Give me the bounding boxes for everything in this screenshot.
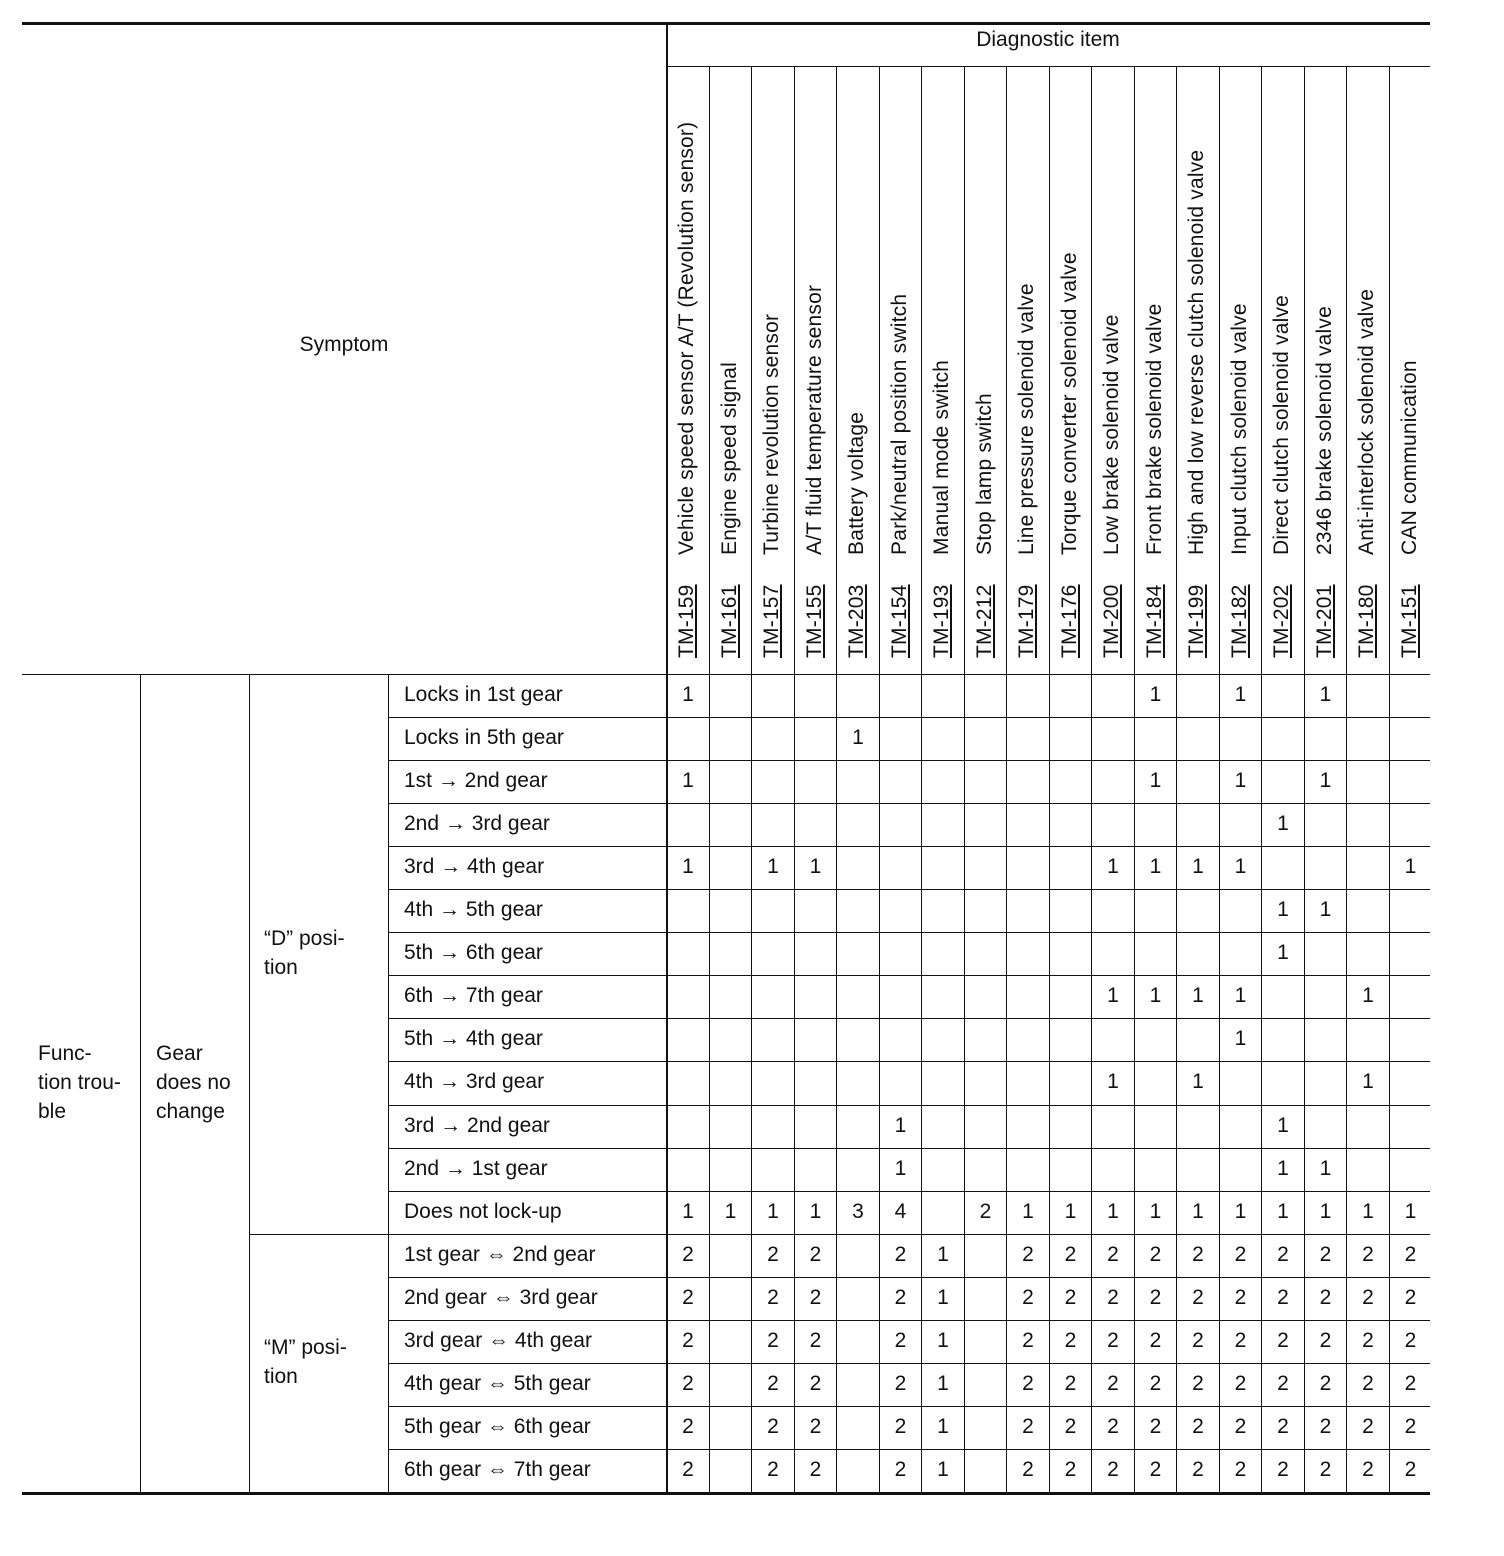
row-divider-rule bbox=[388, 717, 1430, 718]
row-divider-rule bbox=[388, 889, 1430, 890]
symptom-row-label: 3rd → 2nd gear bbox=[404, 1113, 550, 1137]
column-reference-link[interactable]: TM-184 bbox=[1142, 584, 1166, 658]
position-group-label: “D” posi- tion bbox=[264, 926, 345, 979]
row-divider-rule bbox=[388, 1277, 1430, 1278]
priority-value: 2 bbox=[682, 1328, 694, 1352]
priority-value: 2 bbox=[1064, 1414, 1077, 1438]
column-header-name: Low brake solenoid valve bbox=[1100, 314, 1123, 555]
column-header-name: Battery voltage bbox=[845, 411, 868, 555]
priority-value: 2 bbox=[894, 1457, 907, 1481]
priority-value: 1 bbox=[1277, 1199, 1289, 1223]
priority-value: 1 bbox=[724, 1199, 737, 1223]
priority-value: 2 bbox=[767, 1414, 779, 1438]
priority-value: 2 bbox=[1149, 1285, 1162, 1309]
priority-value: 2 bbox=[894, 1414, 907, 1438]
position-divider-line bbox=[388, 674, 389, 1492]
priority-value: 2 bbox=[1362, 1242, 1374, 1266]
row-divider-rule bbox=[388, 846, 1430, 847]
priority-value: 1 bbox=[1149, 1199, 1162, 1223]
category-gear-does-not-change: Gear does no change bbox=[156, 1041, 231, 1123]
priority-value: 1 bbox=[1319, 1199, 1332, 1223]
column-reference-link[interactable]: TM-159 bbox=[675, 584, 698, 658]
column-header-name: Engine speed signal bbox=[717, 362, 741, 555]
priority-value: 1 bbox=[682, 683, 694, 706]
priority-value: 1 bbox=[1149, 984, 1162, 1008]
priority-value: 2 bbox=[1234, 1457, 1247, 1481]
priority-value: 2 bbox=[1149, 1242, 1162, 1266]
column-divider-line bbox=[794, 66, 795, 1492]
priority-value: 1 bbox=[1277, 812, 1289, 836]
priority-value: 2 bbox=[1107, 1285, 1119, 1309]
column-reference-link[interactable]: TM-151 bbox=[1397, 584, 1421, 658]
priority-value: 2 bbox=[1064, 1285, 1077, 1309]
column-divider-line bbox=[1389, 66, 1390, 1492]
column-reference-link[interactable]: TM-157 bbox=[760, 584, 783, 658]
symptom-row-label: 5th → 4th gear bbox=[404, 1027, 543, 1051]
priority-value: 1 bbox=[1277, 898, 1289, 922]
priority-value: 2 bbox=[1277, 1242, 1289, 1266]
priority-value: 1 bbox=[1022, 1199, 1034, 1223]
category-divider-line bbox=[140, 674, 141, 1492]
row-divider-rule bbox=[388, 1061, 1430, 1062]
priority-value: 2 bbox=[1404, 1414, 1417, 1438]
column-divider-line bbox=[1006, 66, 1007, 1492]
priority-value: 1 bbox=[1234, 855, 1247, 879]
priority-value: 2 bbox=[1022, 1371, 1034, 1395]
priority-value: 1 bbox=[1234, 769, 1247, 793]
priority-value: 1 bbox=[1404, 1199, 1417, 1223]
priority-value: 1 bbox=[1192, 984, 1204, 1008]
priority-value: 2 bbox=[682, 1457, 694, 1481]
column-header-name: Input clutch solenoid valve bbox=[1227, 303, 1251, 555]
column-header-name: CAN communication bbox=[1397, 360, 1421, 555]
priority-value: 2 bbox=[1404, 1371, 1417, 1395]
priority-value: 4 bbox=[894, 1199, 907, 1223]
priority-value: 1 bbox=[1362, 1070, 1374, 1094]
symptom-row-label: 3rd gear ⇔ 4th gear bbox=[404, 1328, 592, 1352]
priority-value: 2 bbox=[1404, 1457, 1417, 1481]
priority-value: 2 bbox=[1234, 1414, 1247, 1438]
row-divider-rule bbox=[388, 1018, 1430, 1019]
row-divider-rule bbox=[388, 932, 1430, 933]
priority-value: 2 bbox=[1277, 1414, 1289, 1438]
priority-value: 2 bbox=[809, 1414, 822, 1438]
priority-value: 2 bbox=[1149, 1371, 1162, 1395]
priority-value: 2 bbox=[1192, 1371, 1204, 1395]
row-divider-rule bbox=[388, 1449, 1430, 1450]
priority-value: 2 bbox=[1277, 1457, 1289, 1481]
priority-value: 2 bbox=[767, 1328, 779, 1352]
priority-value: 2 bbox=[1149, 1457, 1162, 1481]
column-header-name: High and low reverse clutch solenoid valve bbox=[1185, 149, 1208, 555]
priority-value: 2 bbox=[1234, 1285, 1247, 1309]
row-divider-rule bbox=[388, 1406, 1430, 1407]
row-divider-rule bbox=[388, 760, 1430, 761]
priority-value: 1 bbox=[894, 1113, 907, 1137]
priority-value: 1 bbox=[894, 1156, 907, 1180]
symptom-row-label: Locks in 1st gear bbox=[404, 683, 563, 706]
priority-value: 2 bbox=[1362, 1414, 1374, 1438]
priority-value: 1 bbox=[937, 1457, 949, 1481]
priority-value: 2 bbox=[809, 1457, 822, 1481]
column-header-name: Direct clutch solenoid valve bbox=[1270, 294, 1293, 555]
column-reference-link[interactable]: TM-193 bbox=[930, 584, 953, 658]
column-divider-line bbox=[921, 66, 922, 1492]
priority-value: 2 bbox=[767, 1371, 779, 1395]
priority-value: 2 bbox=[1107, 1371, 1119, 1395]
priority-value: 1 bbox=[1234, 683, 1247, 706]
priority-value: 1 bbox=[809, 855, 822, 879]
row-divider-rule bbox=[388, 803, 1430, 804]
symptom-row-label: 2nd → 3rd gear bbox=[404, 812, 550, 836]
priority-value: 1 bbox=[937, 1328, 949, 1352]
row-divider-rule bbox=[388, 1105, 1430, 1106]
priority-value: 1 bbox=[767, 855, 779, 879]
priority-value: 1 bbox=[1234, 1027, 1247, 1051]
priority-value: 2 bbox=[809, 1328, 822, 1352]
column-reference-link[interactable]: TM-202 bbox=[1270, 584, 1293, 658]
symptom-row-label: 2nd → 1st gear bbox=[404, 1156, 548, 1180]
column-divider-line bbox=[964, 66, 965, 1492]
row-divider-rule bbox=[388, 1320, 1430, 1321]
priority-value: 1 bbox=[1064, 1199, 1077, 1223]
category-function-trouble: Func- tion trou- ble bbox=[38, 1041, 121, 1123]
column-divider-line bbox=[1049, 66, 1050, 1492]
priority-value: 1 bbox=[1192, 855, 1204, 879]
priority-value: 1 bbox=[1362, 984, 1374, 1008]
priority-value: 2 bbox=[1362, 1457, 1374, 1481]
column-header-name: 2346 brake solenoid valve bbox=[1312, 305, 1336, 555]
priority-value: 2 bbox=[894, 1328, 907, 1352]
priority-value: 2 bbox=[1277, 1285, 1289, 1309]
priority-value: 2 bbox=[894, 1242, 907, 1266]
row-divider-rule bbox=[388, 975, 1430, 976]
diagnostic-item-label: Diagnostic item bbox=[976, 28, 1120, 51]
column-reference-link[interactable]: TM-199 bbox=[1185, 584, 1208, 658]
priority-value: 1 bbox=[1107, 855, 1119, 879]
priority-value: 2 bbox=[1319, 1328, 1332, 1352]
priority-value: 1 bbox=[1192, 1070, 1204, 1094]
symptom-row-label: 5th gear ⇔ 6th gear bbox=[404, 1414, 591, 1438]
priority-value: 2 bbox=[894, 1371, 907, 1395]
priority-value: 1 bbox=[1319, 683, 1332, 706]
column-reference-link[interactable]: TM-176 bbox=[1057, 584, 1081, 658]
priority-value: 2 bbox=[1064, 1371, 1077, 1395]
symptom-row-label: 3rd → 4th gear bbox=[404, 855, 545, 879]
priority-value: 2 bbox=[1319, 1457, 1332, 1481]
priority-value: 2 bbox=[1404, 1242, 1417, 1266]
priority-value: 1 bbox=[767, 1199, 779, 1223]
priority-value: 1 bbox=[937, 1414, 949, 1438]
symptom-row-label: Locks in 5th gear bbox=[404, 726, 564, 750]
priority-value: 1 bbox=[1234, 984, 1247, 1008]
priority-value: 1 bbox=[937, 1242, 949, 1266]
symptom-row-label: 6th → 7th gear bbox=[404, 984, 543, 1008]
priority-value: 2 bbox=[809, 1371, 822, 1395]
symptom-row-label: Does not lock-up bbox=[404, 1199, 562, 1223]
priority-value: 1 bbox=[682, 769, 694, 793]
symptom-row-label: 5th → 6th gear bbox=[404, 941, 543, 965]
priority-value: 2 bbox=[1064, 1242, 1077, 1266]
column-divider-line bbox=[879, 66, 880, 1492]
priority-value: 2 bbox=[682, 1371, 694, 1395]
symptom-row-label: 6th gear ⇔ 7th gear bbox=[404, 1457, 591, 1481]
symptom-row-label: 4th → 3rd gear bbox=[404, 1070, 545, 1094]
priority-value: 1 bbox=[937, 1285, 949, 1309]
priority-value: 1 bbox=[1277, 1113, 1289, 1137]
column-reference-link[interactable]: TM-212 bbox=[972, 584, 996, 658]
column-reference-link[interactable]: TM-180 bbox=[1355, 584, 1378, 658]
column-header-name: Stop lamp switch bbox=[972, 393, 996, 555]
column-header-name: Turbine revolution sensor bbox=[760, 313, 783, 555]
priority-value: 2 bbox=[1362, 1285, 1374, 1309]
table-top-rule bbox=[22, 22, 1430, 25]
priority-value: 2 bbox=[1107, 1242, 1119, 1266]
category-divider-line bbox=[249, 674, 250, 1492]
priority-value: 1 bbox=[1149, 855, 1162, 879]
priority-value: 2 bbox=[1362, 1371, 1374, 1395]
priority-value: 1 bbox=[1107, 984, 1119, 1008]
column-reference-link[interactable]: TM-200 bbox=[1100, 584, 1123, 658]
priority-value: 1 bbox=[1319, 769, 1332, 793]
priority-value: 2 bbox=[1319, 1285, 1332, 1309]
priority-value: 2 bbox=[767, 1242, 779, 1266]
priority-value: 2 bbox=[682, 1414, 694, 1438]
column-reference-link[interactable]: TM-154 bbox=[887, 584, 911, 658]
priority-value: 2 bbox=[1404, 1328, 1417, 1352]
symptom-label: Symptom bbox=[299, 333, 389, 356]
row-divider-rule bbox=[388, 1148, 1430, 1149]
priority-value: 1 bbox=[1404, 855, 1417, 879]
priority-value: 2 bbox=[894, 1285, 907, 1309]
priority-value: 1 bbox=[809, 1199, 822, 1223]
priority-value: 1 bbox=[1192, 1199, 1204, 1223]
column-divider-line bbox=[836, 66, 837, 1492]
priority-value: 2 bbox=[1107, 1457, 1119, 1481]
column-header-name: Anti-interlock solenoid valve bbox=[1355, 288, 1378, 555]
priority-value: 2 bbox=[767, 1457, 779, 1481]
priority-value: 2 bbox=[682, 1242, 694, 1266]
symptom-row-label: 1st → 2nd gear bbox=[404, 769, 548, 793]
priority-value: 1 bbox=[1234, 1199, 1247, 1223]
symptom-row-label: 1st gear ⇔ 2nd gear bbox=[404, 1242, 596, 1266]
priority-value: 2 bbox=[1192, 1457, 1204, 1481]
priority-value: 2 bbox=[1022, 1328, 1034, 1352]
priority-value: 2 bbox=[1234, 1371, 1247, 1395]
column-header-name: Manual mode switch bbox=[930, 359, 953, 555]
column-divider-line bbox=[751, 66, 752, 1492]
symptom-row-label: 4th → 5th gear bbox=[404, 898, 543, 922]
priority-value: 1 bbox=[682, 855, 694, 879]
priority-value: 2 bbox=[1149, 1414, 1162, 1438]
priority-value: 2 bbox=[1192, 1414, 1204, 1438]
priority-value: 2 bbox=[1362, 1328, 1374, 1352]
priority-value: 1 bbox=[1362, 1199, 1374, 1223]
symptom-row-label: 4th gear ⇔ 5th gear bbox=[404, 1371, 591, 1395]
priority-value: 1 bbox=[1149, 769, 1162, 793]
priority-value: 3 bbox=[852, 1199, 864, 1223]
column-reference-link[interactable]: TM-161 bbox=[717, 584, 741, 658]
column-header-name: A/T fluid temperature sensor bbox=[802, 284, 826, 555]
column-header-name: Front brake solenoid valve bbox=[1142, 303, 1166, 555]
priority-value: 2 bbox=[1192, 1242, 1204, 1266]
priority-value: 2 bbox=[1022, 1285, 1034, 1309]
priority-value: 1 bbox=[852, 726, 864, 750]
position-group-label: “M” posi- tion bbox=[264, 1335, 347, 1388]
priority-value: 2 bbox=[1234, 1242, 1247, 1266]
column-reference-link[interactable]: TM-182 bbox=[1227, 584, 1251, 658]
priority-value: 2 bbox=[1022, 1414, 1034, 1438]
priority-value: 2 bbox=[1319, 1371, 1332, 1395]
table-bottom-rule bbox=[22, 1492, 1430, 1495]
priority-value: 2 bbox=[767, 1285, 779, 1309]
priority-value: 2 bbox=[1234, 1328, 1247, 1352]
column-reference-link[interactable]: TM-179 bbox=[1015, 584, 1038, 658]
priority-value: 1 bbox=[1107, 1199, 1119, 1223]
priority-value: 2 bbox=[809, 1242, 822, 1266]
priority-value: 1 bbox=[1277, 1156, 1289, 1180]
priority-value: 2 bbox=[1192, 1285, 1204, 1309]
symptom-row-label: 2nd gear ⇔ 3rd gear bbox=[404, 1285, 598, 1309]
priority-value: 1 bbox=[1319, 1156, 1332, 1180]
priority-value: 2 bbox=[809, 1285, 822, 1309]
row-divider-rule bbox=[388, 1191, 1430, 1192]
priority-value: 1 bbox=[1149, 683, 1162, 706]
priority-value: 1 bbox=[1277, 941, 1289, 965]
priority-value: 1 bbox=[937, 1371, 949, 1395]
priority-value: 2 bbox=[1277, 1328, 1289, 1352]
priority-value: 2 bbox=[1319, 1242, 1332, 1266]
priority-value: 2 bbox=[682, 1285, 694, 1309]
column-reference-link[interactable]: TM-203 bbox=[845, 584, 868, 658]
symptom-divider-line bbox=[666, 22, 668, 1492]
priority-value: 1 bbox=[1107, 1070, 1119, 1094]
priority-value: 1 bbox=[682, 1199, 694, 1223]
column-header-name: Park/neutral position switch bbox=[887, 293, 911, 555]
priority-value: 2 bbox=[1277, 1371, 1289, 1395]
column-header-name: Vehicle speed sensor A/T (Revolution sensor) bbox=[675, 121, 698, 555]
priority-value: 2 bbox=[1404, 1285, 1417, 1309]
priority-value: 2 bbox=[979, 1199, 992, 1223]
row-divider-rule bbox=[388, 1363, 1430, 1364]
priority-value: 2 bbox=[1022, 1242, 1034, 1266]
priority-value: 2 bbox=[1064, 1328, 1077, 1352]
priority-value: 1 bbox=[1319, 898, 1332, 922]
group-divider-rule bbox=[249, 1234, 1430, 1235]
priority-value: 2 bbox=[1149, 1328, 1162, 1352]
column-header-name: Torque converter solenoid valve bbox=[1057, 252, 1081, 555]
diagnostic-item-header bbox=[666, 28, 1430, 52]
column-reference-link[interactable]: TM-201 bbox=[1312, 584, 1336, 658]
priority-value: 2 bbox=[1022, 1457, 1034, 1481]
priority-value: 2 bbox=[1319, 1414, 1332, 1438]
priority-value: 2 bbox=[1064, 1457, 1077, 1481]
symptom-header bbox=[22, 333, 666, 357]
column-header-name: Line pressure solenoid valve bbox=[1015, 283, 1038, 555]
priority-value: 2 bbox=[1192, 1328, 1204, 1352]
column-divider-line bbox=[1091, 66, 1092, 1492]
priority-value: 2 bbox=[1107, 1328, 1119, 1352]
priority-value: 2 bbox=[1107, 1414, 1119, 1438]
column-reference-link[interactable]: TM-155 bbox=[802, 584, 826, 658]
